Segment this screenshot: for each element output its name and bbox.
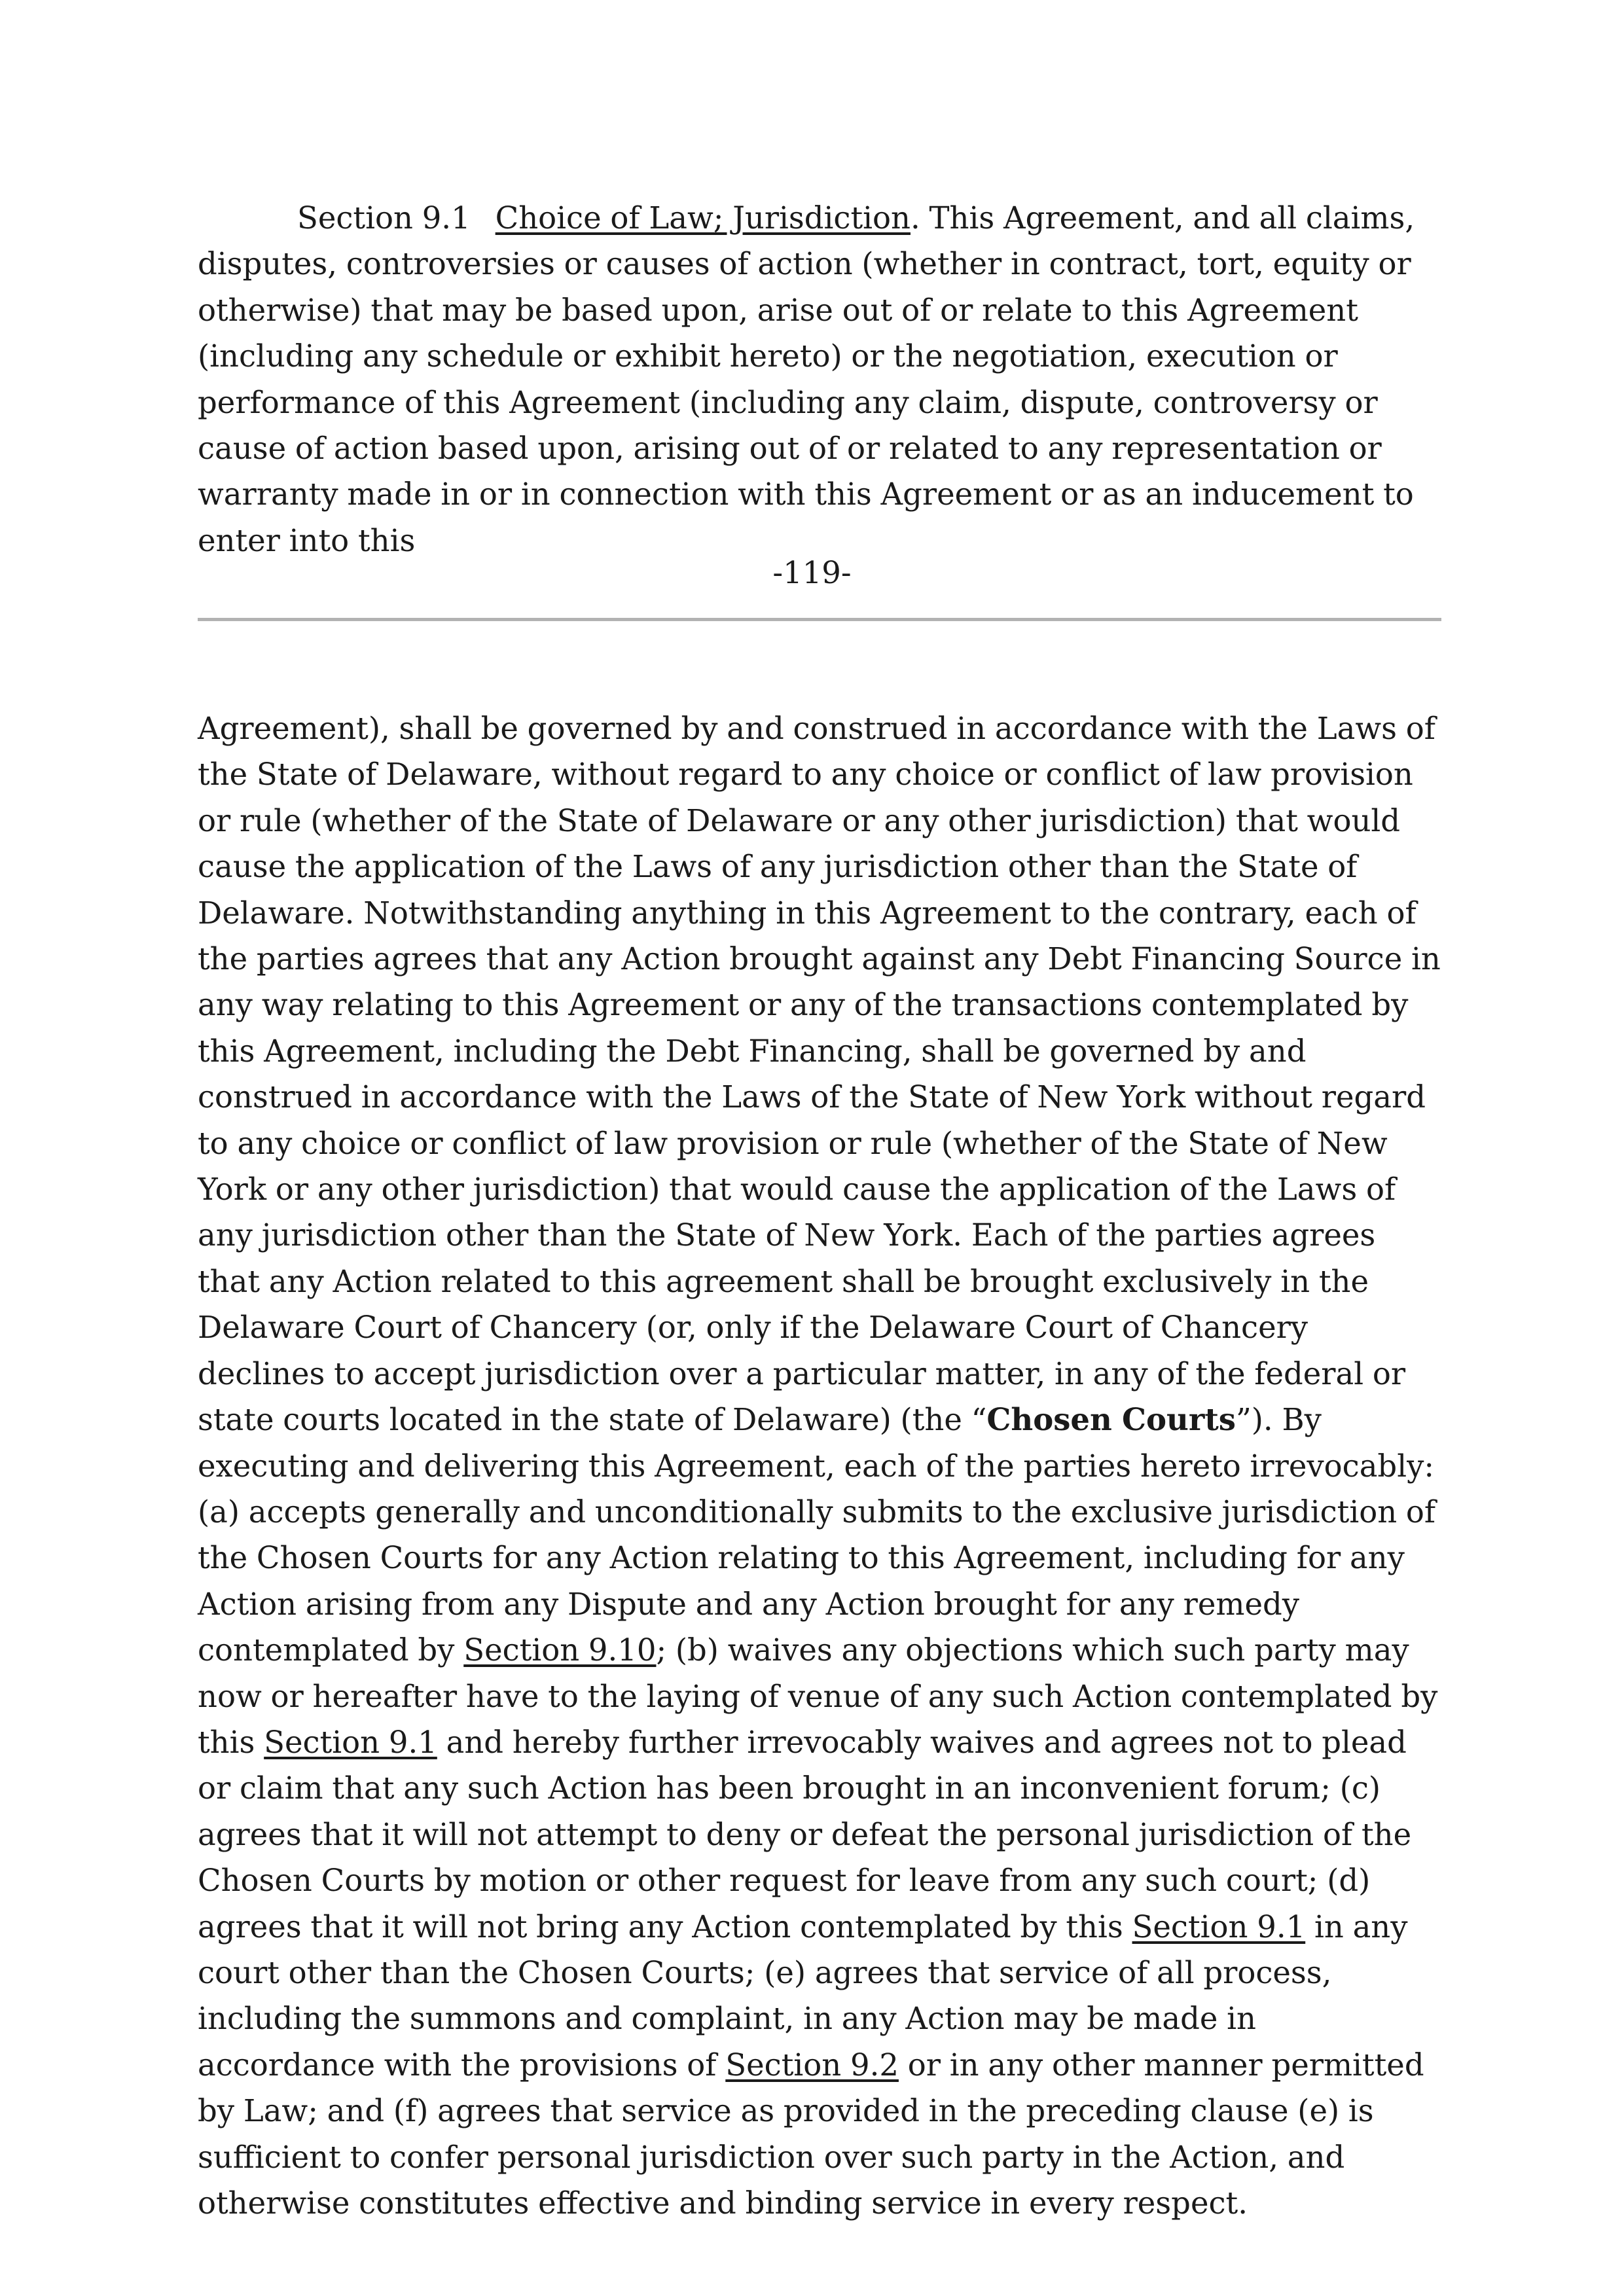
section-9-1-paragraph xyxy=(198,195,1441,564)
body-text-segment: ”). By executing and delivering this Agreement, each of the parties hereto irrevocably: (a) accepts generally and unconditionally submits to the exclusive jurisdiction of the Chosen Courts for any Action relating to this Agreement, including for any Action arising from any Dispute and any Action brought for any remedy contemplated by xyxy=(198,1402,1436,1668)
continuation-paragraph xyxy=(198,706,1441,2226)
section-number: Section 9.1 xyxy=(297,200,471,236)
body-text-segment: or in any other manner permitted by Law; and (f) agrees that service as provided in the preceding clause (e) is sufficient to confer personal jurisdiction over such party in the Action, and otherwise constitutes effective and binding service in every respect. xyxy=(198,2047,1424,2221)
section-title: Choice of Law; Jurisdiction xyxy=(495,200,911,236)
section-reference: Section 9.10 xyxy=(463,1632,657,1668)
section-reference: Section 9.2 xyxy=(725,2047,899,2083)
page-break-divider xyxy=(198,618,1441,621)
section-body-text: . This Agreement, and all claims, disputes, controversies or causes of action (whether in contract, tort, equity or otherwise) that may be based upon, arise out of or relate to this Agreement (including any schedule or exhibit hereto) or the negotiation, execution or performance of this Agreement (including any claim, dispute, controversy or cause of action based upon, arising out of or related to any representation or warranty made in or in connection with this Agreement or as an inducement to enter into this xyxy=(198,200,1415,558)
body-text-segment: and hereby further irrevocably waives and agrees not to plead or claim that any such Action has been brought in an inconvenient forum; (c) agrees that it will not attempt to deny or defeat the personal jurisdiction of the Chosen Courts by motion or other request for leave from any such court; (d) agrees that it will not bring any Action contemplated by this xyxy=(198,1724,1412,1945)
body-text-segment: in any court other than the Chosen Courts; (e) agrees that service of all process, including the summons and complaint, in any Action may be made in accordance with the provisions of xyxy=(198,1909,1408,2083)
body-text-segment: Agreement), shall be governed by and construed in accordance with the Laws of the State of Delaware, without regard to any choice or conflict of law provision or rule (whether of the State of Delaware or any other jurisdiction) that would cause the application of the Laws of any jurisdiction other than the State of Delaware. Notwithstanding anything in this Agreement to the contrary, each of the parties agrees that any Action brought against any Debt Financing Source in any way relating to this Agreement or any of the transactions contemplated by this Agreement, including the Debt Financing, shall be governed by and construed in accordance with the Laws of the State of New York without regard to any choice or conflict of law provision or rule (whether of the State of New York or any other jurisdiction) that would cause the application of the Laws of any jurisdiction other than the State of New York. Each of the parties agrees that any Action related to this agreement shall be brought exclusively in the Delaware Court of Chancery (or, only if the Delaware Court of Chancery declines to accept jurisdiction over a particular matter, in any of the federal or state courts located in the state of Delaware) (the “ xyxy=(198,711,1441,1438)
section-reference: Section 9.1 xyxy=(1132,1909,1306,1945)
section-reference: Section 9.1 xyxy=(264,1724,437,1760)
body-text-segment: ; (b) waives any objections which such party may now or hereafter have to the laying of venue of any such Action contemplated by this xyxy=(198,1632,1438,1760)
page-number: -119- xyxy=(772,555,852,590)
defined-term: Chosen Courts xyxy=(986,1401,1236,1438)
